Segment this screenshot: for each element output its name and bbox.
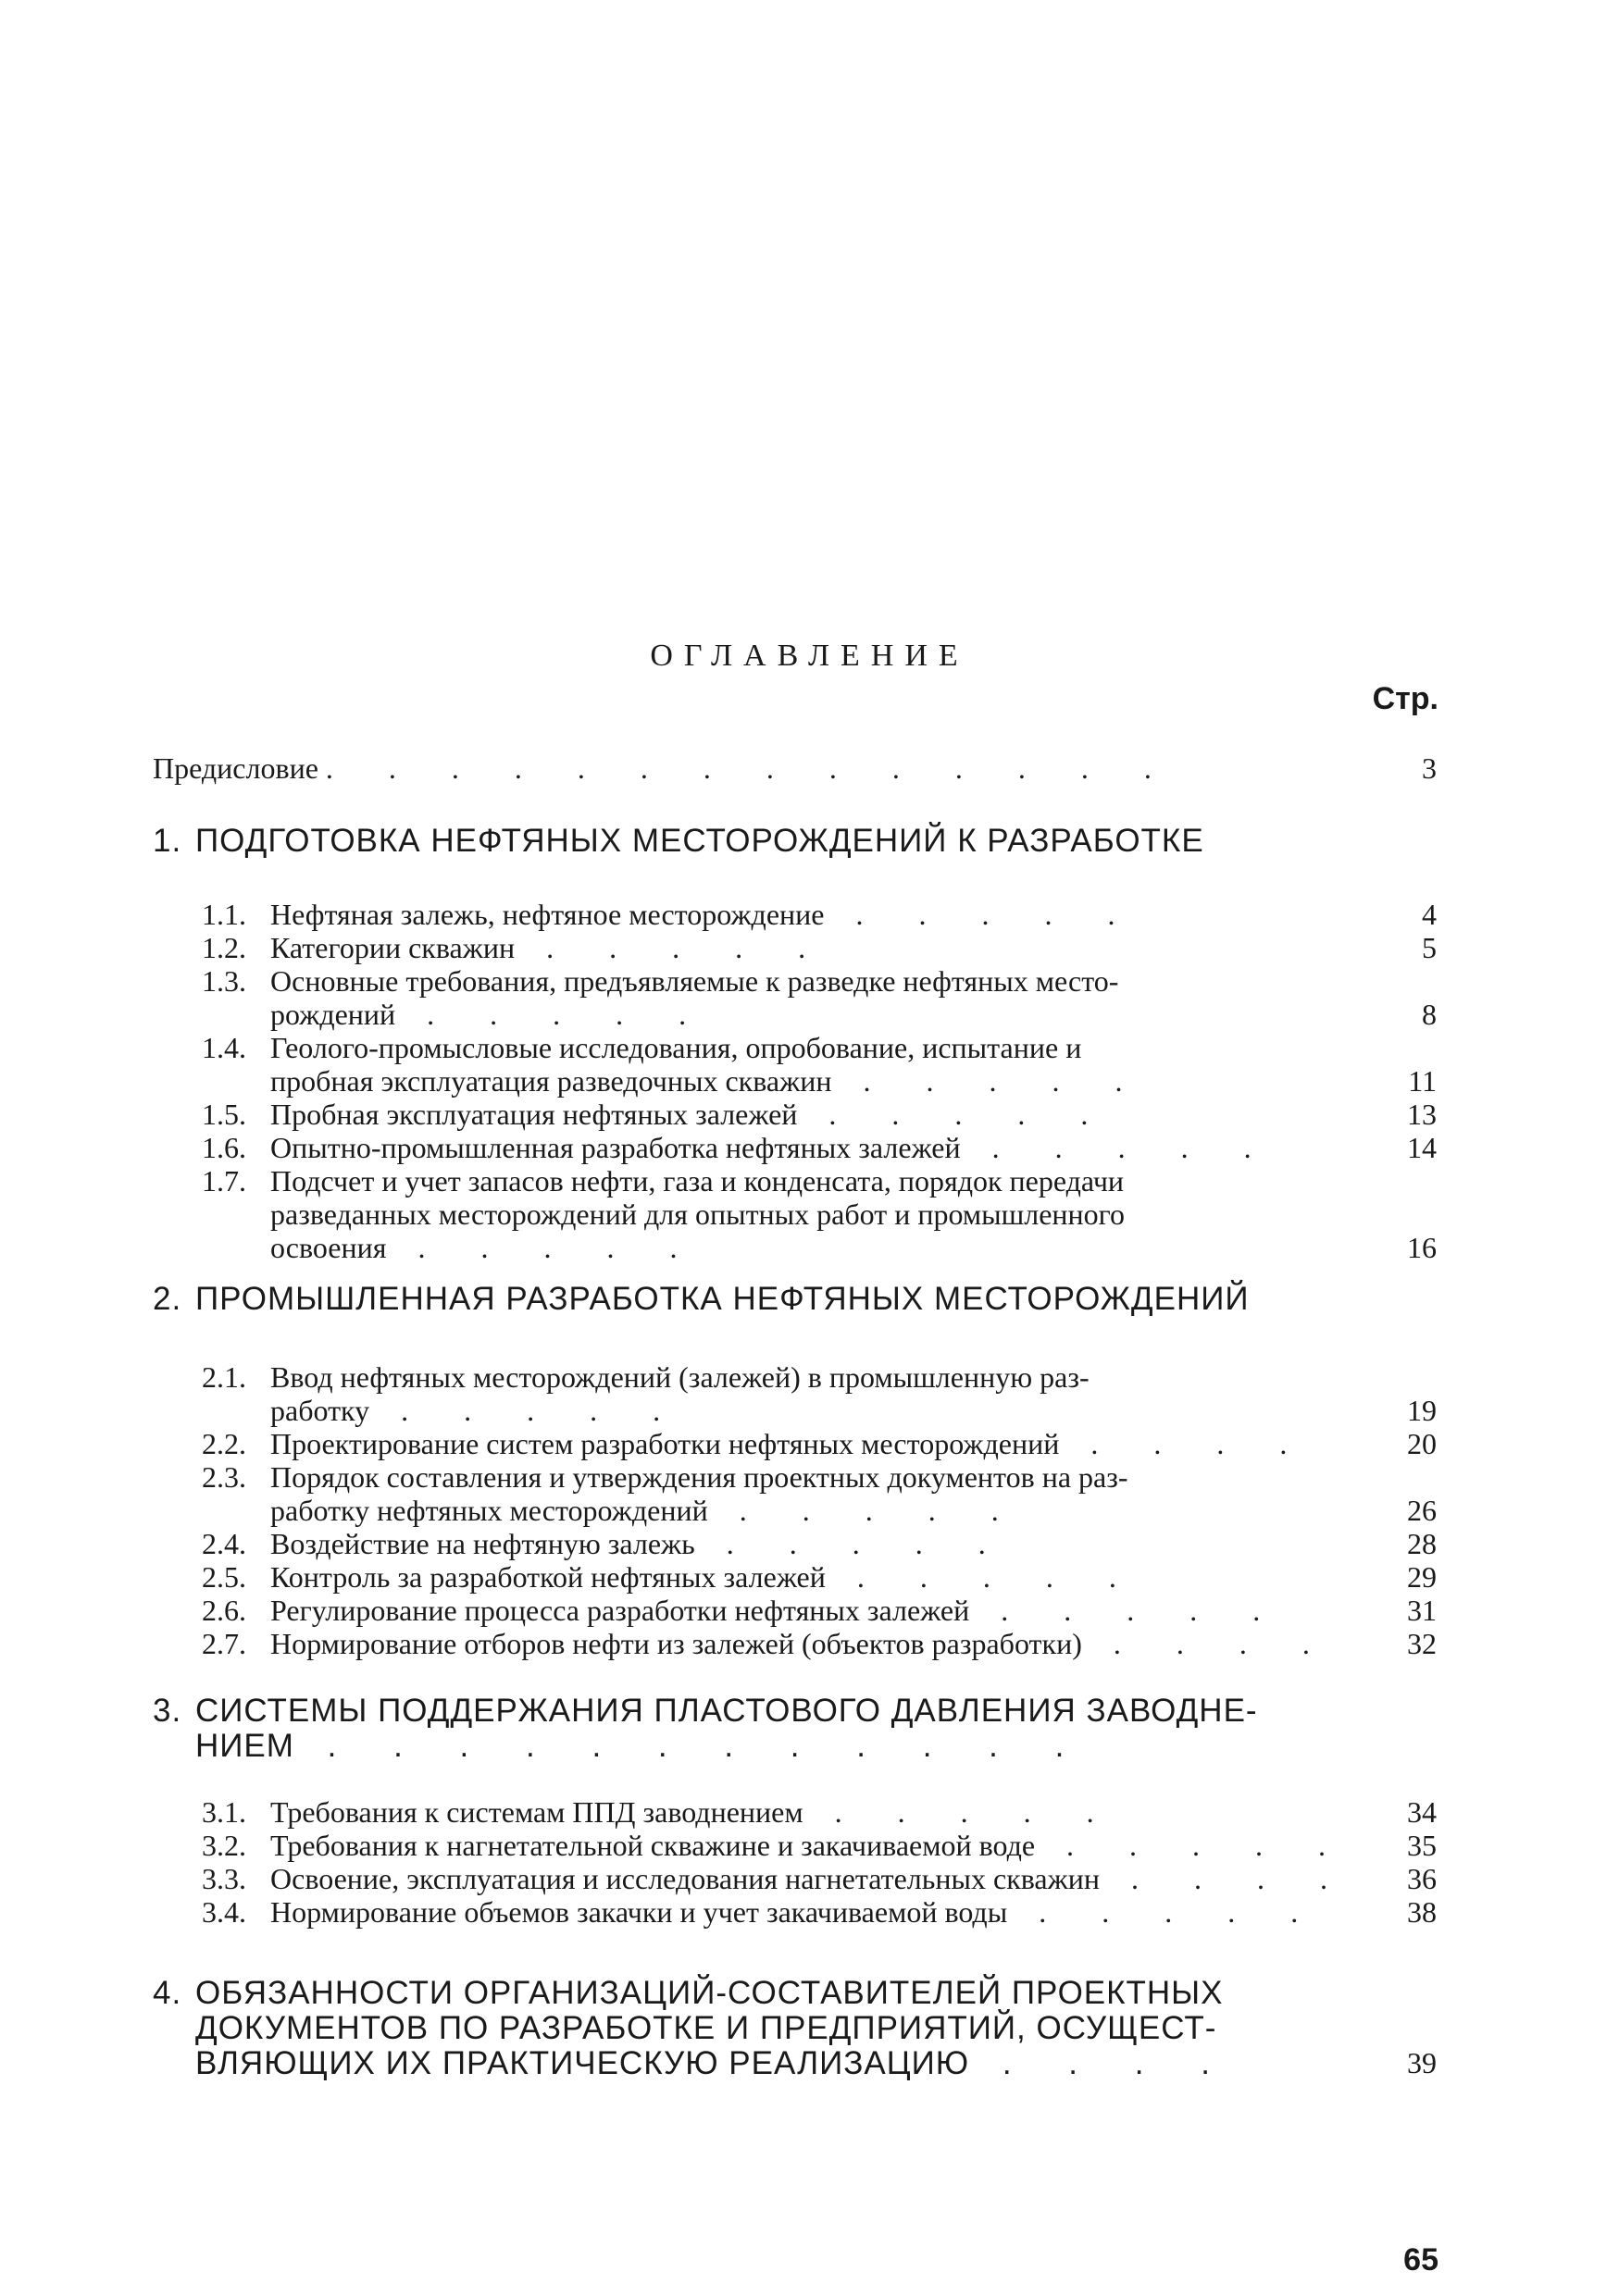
- leader-dots: . . . .: [1059, 1427, 1312, 1460]
- section-page: 8: [1422, 998, 1437, 1031]
- leader-dots: . . . . .: [515, 931, 830, 964]
- section-number: 1.3.: [202, 964, 246, 998]
- section-page: 13: [1407, 1098, 1437, 1131]
- leader-dots: . . . . .: [707, 1494, 1023, 1527]
- section-title-text: Контроль за разработкой нефтяных залежей: [270, 1560, 826, 1594]
- section-title-text: работку: [270, 1394, 370, 1427]
- section-title-line: [270, 898, 1139, 931]
- section-page: 20: [1407, 1427, 1437, 1460]
- section-title-text: Проектирование систем разработки нефтяных месторождений: [270, 1427, 1060, 1460]
- section-title-text: рождений: [270, 998, 396, 1031]
- leader-dots: . . . .: [1099, 1862, 1351, 1895]
- section-number: 2.5.: [202, 1560, 246, 1594]
- section-title-line: [270, 931, 829, 964]
- section-page: 36: [1407, 1862, 1437, 1895]
- section-title-text: Основные требования, предъявляемые к разведке нефтяных место-: [270, 964, 1119, 998]
- chapter-heading-line: [153, 1729, 1088, 1764]
- section-title-line: [270, 1031, 1081, 1064]
- section-page: 38: [1407, 1895, 1437, 1929]
- chapter-title-text: ДОКУМЕНТОВ ПО РАЗРАБОТКЕ И ПРЕДПРИЯТИЙ, ОСУЩЕСТ-: [195, 2010, 1217, 2046]
- section-title-line: [270, 964, 1118, 998]
- section-number: 3.2.: [202, 1829, 246, 1862]
- leader-dots: . . . . .: [1035, 1829, 1351, 1862]
- section-number: 2.1.: [202, 1360, 246, 1394]
- section-title-line: [270, 1862, 1351, 1895]
- section-number: 3.1.: [202, 1795, 246, 1829]
- section-page: 19: [1407, 1394, 1437, 1427]
- section-title-line: [270, 1131, 1276, 1164]
- chapter-heading-line: [153, 1282, 1250, 1317]
- chapter-page: 39: [1407, 2046, 1437, 2079]
- section-page: 32: [1407, 1627, 1437, 1660]
- section-title-line: [270, 1064, 1146, 1098]
- chapter-number: 1.: [153, 823, 182, 859]
- leader-dots: . . . . .: [969, 1594, 1285, 1627]
- section-title-text: Воздействие на нефтяную залежь: [270, 1527, 695, 1560]
- section-page: 11: [1408, 1064, 1437, 1098]
- section-page: 29: [1407, 1560, 1437, 1594]
- section-number: 1.2.: [202, 931, 246, 964]
- leader-dots: . . . . . . . . . . . . . .: [325, 751, 1176, 785]
- section-title-line: [270, 1164, 1124, 1198]
- leader-dots: . . . . .: [960, 1131, 1276, 1164]
- section-title-line: [270, 1594, 1284, 1627]
- chapter-title-text: ПОДГОТОВКА НЕФТЯНЫХ МЕСТОРОЖДЕНИЙ К РАЗРАБОТКЕ: [195, 823, 1204, 859]
- leader-dots: . . . . .: [825, 1560, 1140, 1594]
- chapter-title-text: ОБЯЗАННОСТИ ОРГАНИЗАЦИЙ-СОСТАВИТЕЛЕЙ ПРОЕКТНЫХ: [195, 1975, 1224, 2011]
- section-number: 3.4.: [202, 1895, 246, 1929]
- chapter-title-text: СИСТЕМЫ ПОДДЕРЖАНИЯ ПЛАСТОВОГО ДАВЛЕНИЯ ЗАВОДНЕ-: [195, 1693, 1258, 1729]
- section-number: 1.4.: [202, 1031, 246, 1064]
- leader-dots: . . . . .: [831, 1064, 1147, 1098]
- section-title-text: Подсчет и учет запасов нефти, газа и конденсата, порядок передачи: [270, 1164, 1125, 1198]
- section-page: 14: [1407, 1131, 1437, 1164]
- section-title-line: [270, 1231, 701, 1264]
- section-title-line: [270, 1895, 1322, 1929]
- chapter-heading-line: [153, 824, 1204, 859]
- section-page: 28: [1407, 1527, 1437, 1560]
- section-number: 2.4.: [202, 1527, 246, 1560]
- section-title-line: [270, 1527, 1010, 1560]
- leader-dots: . . . . .: [395, 998, 711, 1031]
- section-title-line: [270, 1198, 1125, 1231]
- section-page: 26: [1407, 1494, 1437, 1527]
- section-page: 35: [1407, 1829, 1437, 1862]
- page-number: 65: [1403, 2242, 1438, 2277]
- toc-entry-preface: [153, 751, 1176, 785]
- toc-entry-label: Предисловие: [153, 751, 318, 785]
- section-title-line: [270, 998, 710, 1031]
- chapter-title-text: НИЕМ: [195, 1728, 294, 1764]
- section-title-line: [270, 1427, 1311, 1460]
- chapter-number: 2.: [153, 1281, 182, 1317]
- section-title-text: Геолого-промысловые исследования, опробование, испытание и: [270, 1031, 1082, 1064]
- section-title-line: [270, 1360, 1090, 1394]
- section-page: 16: [1407, 1231, 1437, 1264]
- section-title-text: Опытно-промышленная разработка нефтяных залежей: [270, 1131, 961, 1164]
- section-number: 2.2.: [202, 1427, 246, 1460]
- section-title-line: [270, 1098, 1112, 1131]
- section-title-text: Регулирование процесса разработки нефтяных залежей: [270, 1594, 970, 1627]
- section-title-line: [270, 1627, 1334, 1660]
- section-number: 3.3.: [202, 1862, 246, 1895]
- toc-title: ОГЛАВЛЕНИЕ: [650, 639, 969, 673]
- section-title-text: Пробная эксплуатация нефтяных залежей: [270, 1098, 798, 1131]
- section-title-text: пробная эксплуатация разведочных скважин: [270, 1064, 832, 1098]
- section-number: 1.7.: [202, 1164, 246, 1198]
- section-title-line: [270, 1494, 1023, 1527]
- chapter-title-text: ПРОМЫШЛЕННАЯ РАЗРАБОТКА НЕФТЯНЫХ МЕСТОРОЖДЕНИЙ: [195, 1281, 1250, 1317]
- section-title-text: Нормирование отборов нефти из залежей (объектов разработки): [270, 1627, 1082, 1660]
- section-title-text: Требования к нагнетательной скважине и закачиваемой воде: [270, 1829, 1036, 1862]
- section-title-text: Требования к системам ППД заводнением: [270, 1795, 803, 1829]
- leader-dots: . . . . .: [797, 1098, 1113, 1131]
- section-title-line: [270, 1394, 684, 1427]
- section-title-text: освоения: [270, 1231, 387, 1264]
- section-title-line: [270, 1460, 1128, 1494]
- leader-dots: . . . . .: [694, 1527, 1010, 1560]
- section-title-text: Категории скважин: [270, 931, 516, 964]
- chapter-heading-line: [153, 1976, 1224, 2011]
- section-number: 1.1.: [202, 898, 246, 931]
- section-title-line: [270, 1560, 1140, 1594]
- section-page: 4: [1422, 898, 1437, 931]
- chapter-heading-line: [153, 2046, 1234, 2081]
- section-page: 34: [1407, 1795, 1437, 1829]
- section-title-text: Нормирование объемов закачки и учет закачиваемой воды: [270, 1895, 1008, 1929]
- section-title-text: Освоение, эксплуатация и исследования нагнетательных скважин: [270, 1862, 1100, 1895]
- section-page: 5: [1422, 931, 1437, 964]
- toc-entry-page: 3: [1422, 751, 1437, 785]
- leader-dots: . . . . .: [386, 1231, 702, 1264]
- chapter-heading-line: [153, 1694, 1258, 1729]
- leader-dots: . . . . .: [803, 1795, 1118, 1829]
- section-number: 2.6.: [202, 1594, 246, 1627]
- section-title-text: разведанных месторождений для опытных работ и промышленного: [270, 1198, 1125, 1231]
- section-title-text: Нефтяная залежь, нефтяное месторождение: [270, 898, 825, 931]
- section-page: 31: [1407, 1594, 1437, 1627]
- section-title-text: Порядок составления и утверждения проектных документов на раз-: [270, 1460, 1128, 1494]
- chapter-number: 3.: [153, 1693, 182, 1729]
- leader-dots: . . . . .: [1007, 1895, 1323, 1929]
- section-title-line: [270, 1795, 1118, 1829]
- leader-dots: . . . . .: [824, 898, 1140, 931]
- section-title-text: работку нефтяных месторождений: [270, 1494, 708, 1527]
- section-number: 1.6.: [202, 1131, 246, 1164]
- chapter-heading-line: [153, 2011, 1216, 2046]
- section-number: 2.7.: [202, 1627, 246, 1660]
- leader-dots: . . . .: [1081, 1627, 1334, 1660]
- leader-dots: . . . . .: [369, 1394, 685, 1427]
- chapter-number: 4.: [153, 1975, 182, 2011]
- section-title-line: [270, 1829, 1350, 1862]
- section-number: 2.3.: [202, 1460, 246, 1494]
- leader-dots: . . . . . . . . . . . .: [293, 1728, 1089, 1764]
- leader-dots: . . . .: [969, 2045, 1234, 2081]
- chapter-title-text: ВЛЯЮЩИХ ИХ ПРАКТИЧЕСКУЮ РЕАЛИЗАЦИЮ: [195, 2045, 970, 2081]
- page-column-header: Стр.: [1372, 681, 1438, 716]
- section-number: 1.5.: [202, 1098, 246, 1131]
- section-title-text: Ввод нефтяных месторождений (залежей) в промышленную раз-: [270, 1360, 1090, 1394]
